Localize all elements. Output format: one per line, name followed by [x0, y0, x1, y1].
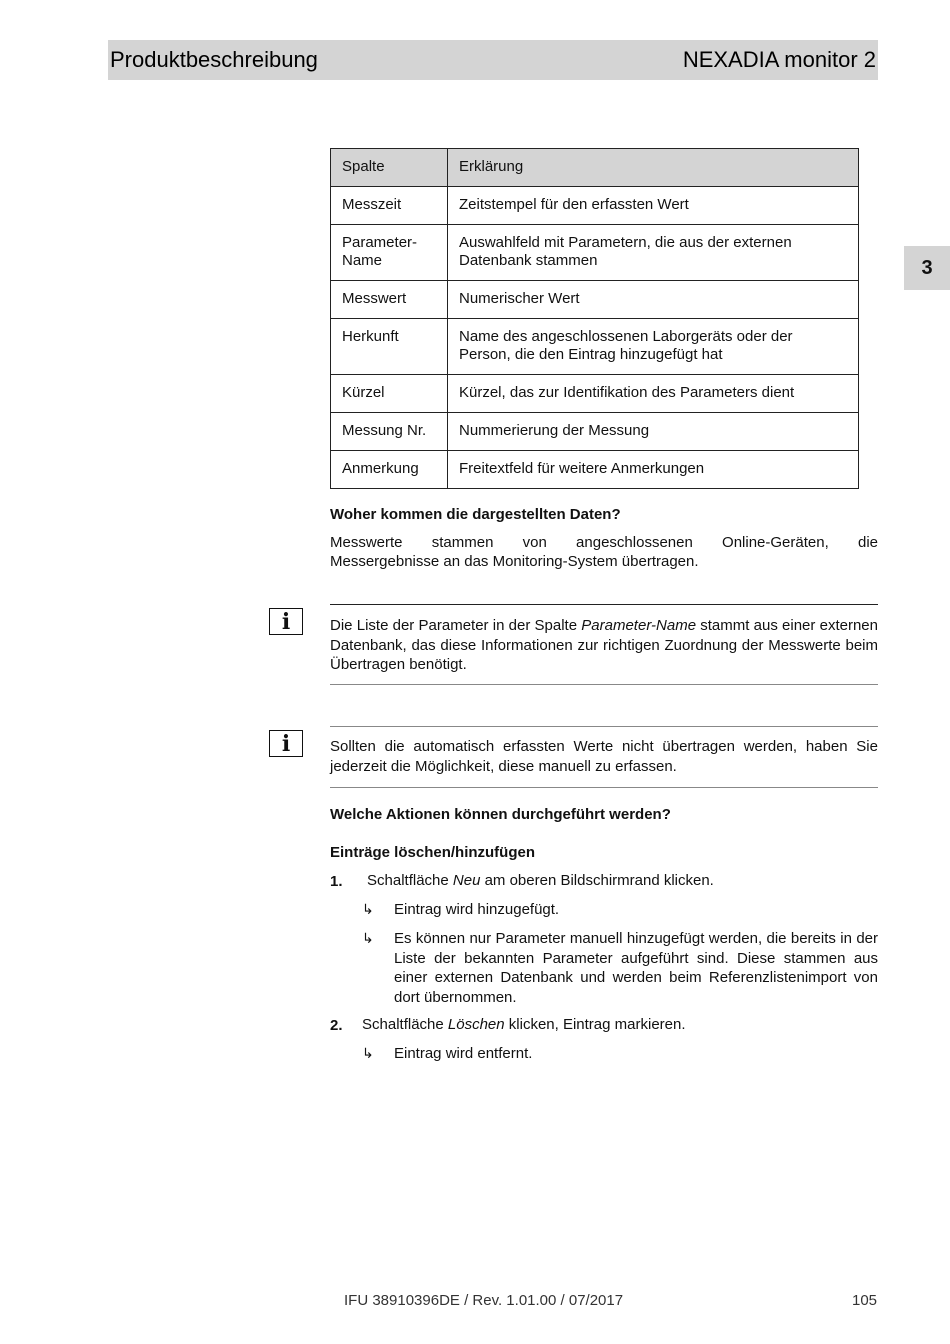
info-note-text: Die Liste der Parameter in der Spalte — [330, 617, 582, 634]
result-arrow-icon: ↳ — [362, 930, 374, 946]
step-button-name: Löschen — [447, 1016, 505, 1033]
step-result: Eintrag wird hinzugefügt. — [394, 901, 560, 918]
info-note-top-rule — [330, 726, 878, 727]
info-icon: i — [269, 730, 303, 757]
step-text: Schaltfläche — [362, 1016, 448, 1033]
table-cell-column: Kürzel — [331, 375, 448, 413]
page-header — [108, 40, 878, 80]
column-explanation-table — [330, 148, 859, 489]
section-heading-data-source: Woher kommen die dargestellten Daten? — [330, 506, 621, 523]
table-row — [331, 187, 859, 225]
table-cell-column: Messzeit — [331, 187, 448, 225]
subheading-entries: Einträge löschen/hinzufügen — [330, 844, 536, 861]
table-row — [331, 375, 859, 413]
info-note-parameter-list — [330, 616, 878, 675]
header-section-title: Produktbeschreibung — [110, 47, 318, 72]
table-cell-column: Parameter- Name — [331, 225, 448, 281]
info-note-bottom-rule — [330, 684, 878, 685]
table-cell-column: Anmerkung — [331, 451, 448, 489]
step-result: Eintrag wird entfernt. — [394, 1045, 533, 1062]
data-source-paragraph-line2: Messergebnisse an das Monitoring-System übertragen. — [330, 553, 699, 570]
table-cell-column: Herkunft — [331, 319, 448, 375]
table-row — [331, 319, 859, 375]
table-row — [331, 413, 859, 451]
table-cell-explanation: Freitextfeld für weitere Anmerkungen — [448, 451, 859, 489]
info-note-manual-entry: Sollten die automatisch erfassten Werte nicht übertragen werden, haben Sie jederzeit die Möglichkeit, diese manuell zu erfassen. — [330, 738, 878, 775]
step-result: Es können nur Parameter manuell hinzugefügt werden, die bereits in der Liste der bekannten Parameter aufgeführt sind. Diese stammen aus einer externen Datenbank und werden beim Referenzlistenimport von dort übernommen. — [394, 930, 878, 1006]
chapter-tab: 3 — [904, 246, 950, 290]
footer-page-number: 105 — [852, 1292, 878, 1309]
footer-document-id: IFU 38910396DE / Rev. 1.01.00 / 07/2017 — [344, 1292, 624, 1309]
table-row — [331, 451, 859, 489]
table-cell-explanation: Numerischer Wert — [448, 281, 859, 319]
table-cell-explanation: Nummerierung der Messung — [448, 413, 859, 451]
step-instruction — [362, 1015, 686, 1035]
step-text: am oberen Bildschirmrand klicken. — [480, 872, 714, 889]
table-header-cell: Erklärung — [448, 149, 859, 187]
step-text: klicken, Eintrag markieren. — [504, 1016, 686, 1033]
info-note-text: stammt aus einer externen Datenbank, das diese Informationen zur richtigen Zuordnung der Messwerte beim Übertragen benötigt. — [330, 617, 878, 673]
table-cell-column: Messwert — [331, 281, 448, 319]
table-cell-explanation: Kürzel, das zur Identifikation des Parameters dient — [448, 375, 859, 413]
table-cell-explanation: Auswahlfeld mit Parametern, die aus der externen Datenbank stammen — [448, 225, 859, 281]
result-arrow-icon: ↳ — [362, 1045, 374, 1061]
section-heading-actions: Welche Aktionen können durchgeführt werden? — [330, 806, 671, 823]
info-note-bottom-rule — [330, 787, 878, 788]
table-header-row — [331, 149, 859, 187]
result-arrow-icon: ↳ — [362, 901, 374, 917]
info-icon: i — [269, 608, 303, 635]
table-header-cell: Spalte — [331, 149, 448, 187]
step-number: 2. — [330, 1017, 343, 1034]
step-text: Schaltfläche — [367, 872, 453, 889]
table-row — [331, 225, 859, 281]
table-cell-explanation: Name des angeschlossenen Laborgeräts oder der Person, die den Eintrag hinzugefügt hat — [448, 319, 859, 375]
info-note-top-rule — [330, 604, 878, 605]
data-source-paragraph-line1: Messwerte stammen von angeschlossenen Online-Geräten, die — [330, 534, 878, 551]
info-note-emphasis: Parameter-Name — [581, 617, 697, 634]
table-cell-column: Messung Nr. — [331, 413, 448, 451]
table-row — [331, 281, 859, 319]
step-number: 1. — [330, 873, 343, 890]
header-product-name: NEXADIA monitor 2 — [682, 47, 876, 72]
step-button-name: Neu — [452, 872, 481, 889]
table-cell-explanation: Zeitstempel für den erfassten Wert — [448, 187, 859, 225]
step-instruction — [367, 871, 714, 891]
